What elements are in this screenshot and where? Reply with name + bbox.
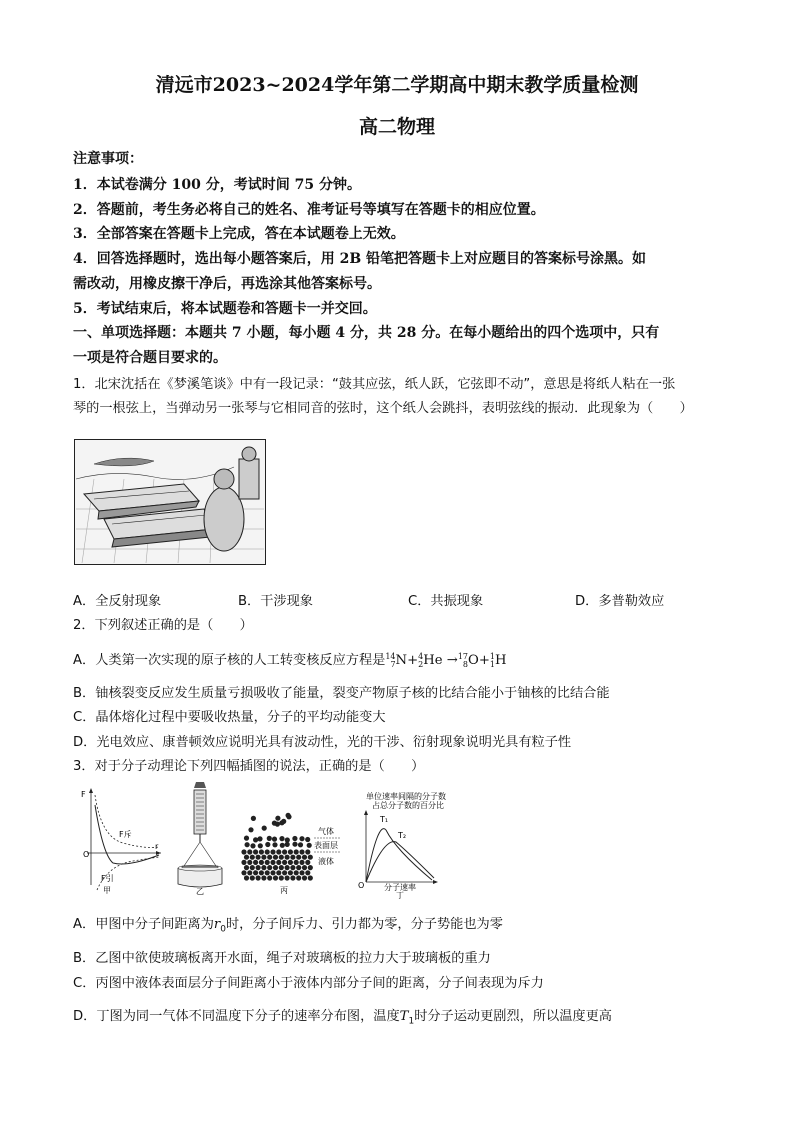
molecule-dot	[241, 870, 246, 875]
molecule-dot	[248, 827, 253, 832]
molecule-dot	[299, 836, 304, 841]
molecule-dot	[261, 865, 266, 870]
jia-axis-r: r	[155, 842, 159, 851]
molecule-dot	[285, 855, 290, 860]
molecule-dot	[265, 842, 270, 847]
molecule-dot	[294, 870, 299, 875]
ding-ylabel-2: 占总分子数的百分比	[372, 801, 444, 810]
jia-label: 甲	[103, 886, 111, 895]
jia-axis-f: F	[81, 790, 86, 799]
q1-option-c[interactable]: C．共振现象	[408, 594, 484, 609]
o-symbol: O	[468, 653, 479, 668]
molecule-dot	[305, 849, 310, 854]
molecule-dot	[244, 865, 249, 870]
molecule-dot	[275, 816, 280, 821]
molecule-dot	[280, 843, 285, 848]
fig-jia	[73, 785, 163, 895]
molecule-dot	[241, 860, 246, 865]
q2-option-d[interactable]: D．光电效应、康普顿效应说明光具有波动性，光的干涉、衍射现象说明光具有粒子性	[73, 735, 572, 750]
molecule-dot	[302, 875, 307, 880]
molecule-dot	[290, 875, 295, 880]
ding-xlabel: 分子速率	[384, 883, 416, 892]
molecule-dot	[307, 843, 312, 848]
molecule-dot	[270, 860, 275, 865]
molecule-dot	[272, 837, 277, 842]
ding-t1: T₁	[380, 815, 389, 824]
molecule-dot	[292, 842, 297, 847]
molecule-dot	[267, 875, 272, 880]
notice-heading: 注意事项：	[73, 151, 143, 167]
q2-option-a-text: A．人类第一次实现的原子核的人工转变核反应方程是	[73, 653, 386, 668]
ding-label: 丁	[396, 891, 404, 900]
molecule-dot	[261, 855, 266, 860]
molecule-dot	[276, 870, 281, 875]
molecule-dot	[305, 837, 310, 842]
molecule-dot	[267, 836, 272, 841]
molecule-dot	[305, 870, 310, 875]
molecule-dot	[273, 865, 278, 870]
he-atomic: 2	[418, 659, 424, 669]
molecule-dot	[305, 860, 310, 865]
molecule-dot	[299, 849, 304, 854]
molecule-dot	[257, 836, 262, 841]
jia-f-repel: F斥	[119, 830, 132, 839]
molecule-dot	[267, 855, 272, 860]
molecule-dot	[265, 849, 270, 854]
molecule-dot	[279, 836, 284, 841]
molecule-dot	[273, 855, 278, 860]
notice-item: 3．全部答案在答题卡上完成，答在本试题卷上无效。	[73, 226, 405, 242]
he-mass: 4	[418, 651, 424, 661]
ding-origin: O	[358, 881, 365, 890]
molecule-dot	[259, 860, 264, 865]
n-atomic: 7	[390, 659, 396, 669]
n-mass: 14	[385, 651, 396, 661]
molecule-dot	[288, 860, 293, 865]
q1-option-b[interactable]: B．干涉现象	[238, 594, 313, 609]
molecule-dot	[265, 860, 270, 865]
molecule-dot	[259, 849, 264, 854]
notice-item: 需改动，用橡皮擦干净后，再选涂其他答案标号。	[73, 276, 381, 292]
molecule-dot	[290, 865, 295, 870]
q1-option-a[interactable]: A．全反射现象	[73, 594, 162, 609]
q3-stem: 3．对于分子动理论下列四幅插图的说法，正确的是（ ）	[73, 759, 425, 774]
molecule-dot	[296, 855, 301, 860]
molecule-dot	[308, 875, 313, 880]
molecule-dot	[272, 821, 277, 826]
molecule-dot	[270, 849, 275, 854]
q2-option-c[interactable]: C．晶体熔化过程中要吸收热量，分子的平均动能变大	[73, 710, 386, 725]
bing-gas: 气体	[318, 827, 334, 836]
q3-option-d[interactable]	[73, 1005, 612, 1027]
molecule-dot	[256, 855, 261, 860]
molecule-dot	[288, 870, 293, 875]
q3-option-a-pre: A．甲图中分子间距离为	[73, 917, 214, 932]
exam-title: 清远市2023~2024学年第二学期高中期末教学质量检测	[155, 74, 639, 96]
molecule-dot	[294, 849, 299, 854]
molecule-dot	[285, 875, 290, 880]
jia-origin: O	[83, 850, 90, 859]
fig-bing	[240, 810, 345, 895]
o-atomic: 8	[462, 659, 468, 669]
molecule-dot	[294, 860, 299, 865]
molecule-dot	[247, 860, 252, 865]
molecule-dot	[261, 875, 266, 880]
molecule-dot	[262, 826, 267, 831]
molecule-dot	[308, 855, 313, 860]
molecule-dot	[241, 849, 246, 854]
fig-yi	[172, 780, 232, 895]
molecule-dot	[282, 870, 287, 875]
section-heading: 一、单项选择题：本题共 7 小题，每小题 4 分，共 28 分。在每小题给出的四个选项中，只有	[73, 325, 660, 341]
bing-surface: 表面层	[314, 841, 338, 850]
molecule-dot	[302, 865, 307, 870]
molecule-dot	[253, 849, 258, 854]
zither-illustration	[74, 439, 266, 565]
arrow: →	[446, 653, 458, 668]
q1-option-d[interactable]: D．多普勒效应	[575, 594, 665, 609]
n-symbol: N	[395, 653, 408, 668]
nuclear-equation: 14 7N+4 2He →17 8O+1 1H	[385, 651, 507, 669]
h-symbol: H	[494, 653, 507, 668]
q3-option-c[interactable]: C．丙图中液体表面层分子间距离小于液体内部分子间的距离，分子间表现为斥力	[73, 976, 544, 991]
h-atomic: 1	[489, 659, 495, 669]
molecule-dot	[282, 849, 287, 854]
o-mass: 17	[457, 651, 468, 661]
molecule-dot	[250, 865, 255, 870]
molecule-dot	[256, 875, 261, 880]
q2-stem: 2．下列叙述正确的是（ ）	[73, 618, 253, 633]
molecule-dot	[302, 855, 307, 860]
q3-option-d-var: T	[399, 1009, 409, 1024]
molecule-dot	[273, 875, 278, 880]
molecule-dot	[292, 836, 297, 841]
molecule-dot	[276, 860, 281, 865]
molecule-dot	[282, 860, 287, 865]
q1-stem-cont: 琴的一根弦上，当弹动另一张琴与它相同音的弦时，这个纸人会跳抖，表明弦线的振动．此现象为（ ）	[73, 401, 693, 416]
q2-option-b[interactable]: B．铀核裂变反应发生质量亏损吸收了能量，裂变产物原子核的比结合能小于铀核的比结合能	[73, 686, 610, 701]
notice-item: 5．考试结束后，将本试题卷和答题卡一并交回。	[73, 301, 377, 317]
molecule-dot	[298, 842, 303, 847]
molecule-dot	[296, 875, 301, 880]
molecule-dot	[253, 870, 258, 875]
molecule-dot	[256, 865, 261, 870]
molecule-dot	[258, 843, 263, 848]
q3-option-a-sub: 0	[220, 924, 226, 935]
molecule-dot	[299, 860, 304, 865]
molecule-dot	[250, 843, 255, 848]
molecule-dot	[247, 870, 252, 875]
q2-option-a[interactable]	[73, 649, 506, 669]
molecule-dot	[253, 837, 258, 842]
molecule-dot	[288, 849, 293, 854]
molecule-dot	[251, 816, 256, 821]
molecule-dot	[286, 814, 291, 819]
notice-item: 2．答题前，考生务必将自己的姓名、准考证号等填写在答题卡的相应位置。	[73, 202, 545, 218]
molecule-dot	[259, 870, 264, 875]
molecule-dot	[279, 855, 284, 860]
ding-t2: T₂	[398, 831, 407, 840]
molecule-dot	[276, 849, 281, 854]
yi-label: 乙	[196, 887, 204, 896]
molecule-dot	[244, 836, 249, 841]
q1-stem: 1．北宋沈括在《梦溪笔谈》中有一段记录：“鼓其应弦，纸人跃，它弦即不动”，意思是将纸人粘在一张	[73, 377, 676, 392]
molecule-dot	[279, 865, 284, 870]
section-heading-cont: 一项是符合题目要求的。	[73, 350, 227, 366]
q3-option-a[interactable]	[73, 913, 503, 935]
molecule-dot	[244, 875, 249, 880]
q3-option-d-sub: 1	[408, 1016, 415, 1027]
molecule-dot	[270, 870, 275, 875]
molecule-dot	[279, 820, 284, 825]
molecule-dot	[299, 870, 304, 875]
fig-ding	[352, 790, 446, 900]
molecule-dot	[265, 870, 270, 875]
q3-option-d-post: 时分子运动更剧烈，所以温度更高	[414, 1009, 612, 1024]
molecule-dot	[285, 865, 290, 870]
bing-label: 丙	[280, 886, 288, 895]
molecule-dot	[247, 849, 252, 854]
ding-ylabel-1: 单位速率间隔的分子数	[366, 792, 446, 801]
molecule-dot	[250, 855, 255, 860]
molecule-dot	[253, 860, 258, 865]
q3-option-a-var: r	[213, 917, 221, 932]
jia-f-attract: F引	[101, 874, 114, 883]
molecule-dot	[285, 842, 290, 847]
molecule-dot	[245, 842, 250, 847]
molecule-dot	[267, 865, 272, 870]
molecule-dot	[272, 842, 277, 847]
q3-option-b[interactable]: B．乙图中欲使玻璃板离开水面，绳子对玻璃板的拉力大于玻璃板的重力	[73, 951, 491, 966]
exam-subtitle: 高二物理	[358, 116, 435, 138]
molecule-dot	[250, 875, 255, 880]
q3-option-d-pre: D．丁图为同一气体不同温度下分子的速率分布图，温度	[73, 1009, 400, 1024]
molecule-dot	[308, 865, 313, 870]
notice-item: 4．回答选择题时，选出每小题答案后，用 2B 铅笔把答题卡上对应题目的答案标号涂黑。如	[73, 251, 647, 267]
he-symbol: He	[423, 653, 443, 668]
molecule-dot	[290, 855, 295, 860]
molecule-dot	[296, 865, 301, 870]
molecule-dot	[244, 855, 249, 860]
h-mass: 1	[489, 651, 495, 661]
bing-liquid: 液体	[318, 857, 334, 866]
molecule-dot	[279, 875, 284, 880]
notice-item: 1．本试卷满分 100 分，考试时间 75 分钟。	[73, 177, 361, 193]
q3-option-a-post: 时，分子间斥力、引力都为零，分子势能也为零	[225, 917, 503, 932]
